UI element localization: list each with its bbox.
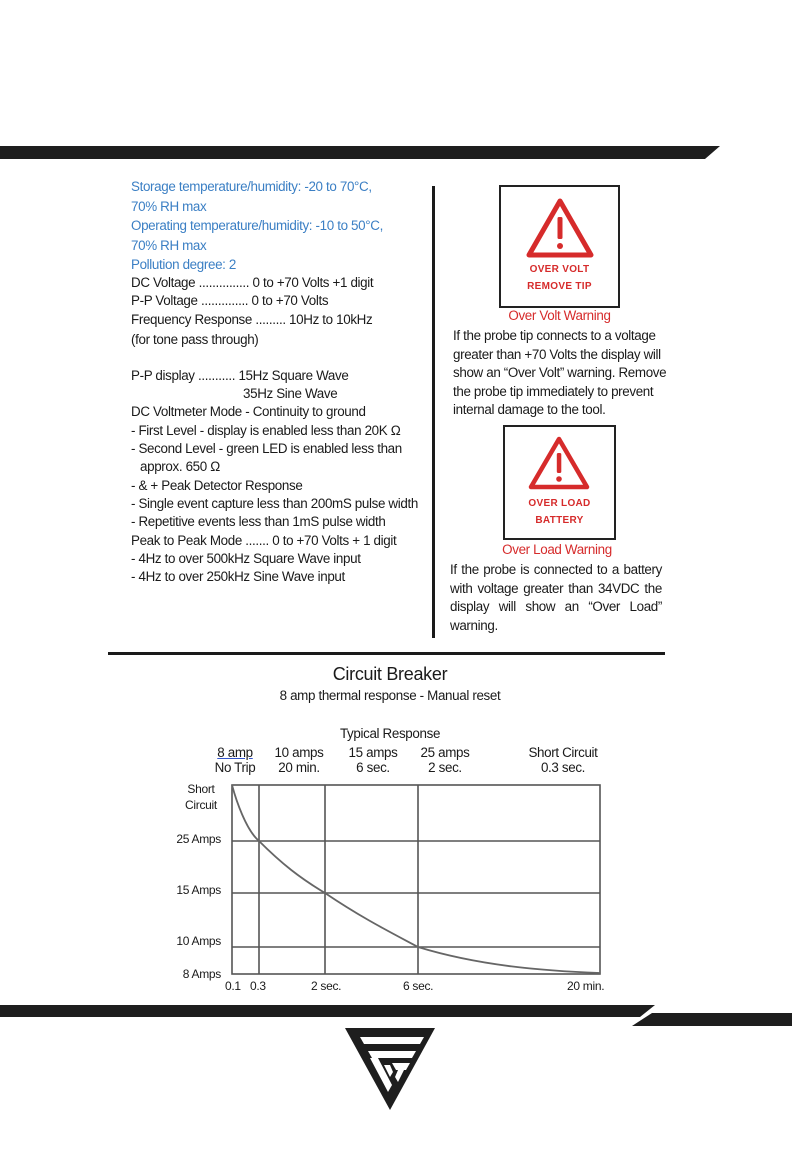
- col-time: 6 sec.: [356, 760, 390, 775]
- col-amps: 8 amp: [217, 745, 253, 760]
- breaker-title: Circuit Breaker: [332, 664, 448, 684]
- remove-tip-icon-label: REMOVE TIP: [527, 281, 592, 292]
- repetitive-event-spec: - Repetitive events less than 1mS pulse width: [131, 514, 386, 530]
- sine-wave-input: - 4Hz to over 250kHz Sine Wave input: [131, 569, 345, 585]
- over-volt-title: Over Volt Warning: [508, 308, 611, 323]
- x-tick-2sec: 2 sec.: [311, 979, 342, 993]
- brand-logo: [340, 1025, 440, 1113]
- pp-display-spec: P-P display ........... 15Hz Square Wave: [131, 367, 349, 383]
- col-time: No Trip: [214, 760, 256, 775]
- col-time: 20 min.: [278, 760, 320, 775]
- operating-spec: Operating temperature/humidity: -10 to 50°C,: [131, 218, 383, 233]
- trip-curve-line: [232, 785, 600, 973]
- square-wave-input: - 4Hz to over 500kHz Square Wave input: [131, 550, 361, 566]
- breaker-subtitle: 8 amp thermal response - Manual reset: [279, 688, 501, 703]
- operating-rh: 70% RH max: [131, 237, 207, 253]
- pp-voltage-spec: P-P Voltage .............. 0 to +70 Volts: [131, 293, 329, 309]
- col-amps: 15 amps: [348, 745, 398, 760]
- frequency-response-spec: Frequency Response ......... 10Hz to 10kHz: [131, 311, 373, 327]
- over-load-icon-label: OVER LOAD: [528, 498, 591, 509]
- x-tick-01: 0.1: [225, 979, 241, 993]
- second-level-approx: approx. 650 Ω: [140, 459, 220, 475]
- y-tick-25: 25 Amps: [176, 832, 221, 846]
- col-amps: Short Circuit: [528, 745, 598, 760]
- over-volt-text: If the probe tip connects to a voltage greater than +70 Volts the display will show an “Over Volt” warning. Remove the probe tip immediately to prevent internal damage to the tool.: [453, 328, 667, 417]
- x-tick-20min: 20 min.: [567, 979, 605, 993]
- x-tick-6sec: 6 sec.: [403, 979, 434, 993]
- storage-spec: Storage temperature/humidity: -20 to 70°C,: [131, 179, 372, 194]
- storage-rh: 70% RH max: [131, 198, 207, 214]
- peak-detector-spec: - & + Peak Detector Response: [131, 477, 303, 493]
- y-tick-15: 15 Amps: [176, 883, 221, 897]
- y-tick-8: 8 Amps: [182, 967, 221, 981]
- col-time: 2 sec.: [428, 760, 462, 775]
- dc-voltage-spec: DC Voltage ............... 0 to +70 Volts +1 digit: [131, 275, 374, 290]
- col-amps: 10 amps: [274, 745, 324, 760]
- y-tick-10: 10 Amps: [176, 934, 221, 948]
- footer-band: [0, 1005, 792, 1027]
- col-time: 0.3 sec.: [540, 760, 586, 775]
- second-level-spec: - Second Level - green LED is enabled less than: [131, 441, 402, 457]
- y-label-short-circuit: [150, 781, 221, 813]
- over-load-text: If the probe is connected to a battery with voltage greater than 34VDC the display will show an “Over Load” warning.: [450, 562, 662, 633]
- y-tick-short: Short Circuit: [185, 782, 217, 812]
- typical-response-label: Typical Response: [339, 726, 441, 741]
- over-load-title: Over Load Warning: [502, 542, 612, 557]
- pollution-degree: Pollution degree: 2: [131, 257, 237, 272]
- col-amps: 25 amps: [420, 745, 470, 760]
- sine-wave-spec: 35Hz Sine Wave: [243, 386, 338, 402]
- dc-voltmeter-mode: DC Voltmeter Mode - Continuity to ground: [131, 404, 366, 420]
- peak-to-peak-mode: Peak to Peak Mode ....... 0 to +70 Volts + 1 digit: [131, 532, 397, 548]
- single-event-spec: - Single event capture less than 200mS pulse width: [131, 495, 418, 511]
- over-volt-icon-label: OVER VOLT: [529, 264, 590, 275]
- tone-pass-note: (for tone pass through): [131, 331, 259, 347]
- battery-icon-label: BATTERY: [535, 515, 584, 526]
- first-level-spec: - First Level - display is enabled less than 20K Ω: [131, 422, 401, 438]
- x-tick-03: 0.3: [250, 979, 266, 993]
